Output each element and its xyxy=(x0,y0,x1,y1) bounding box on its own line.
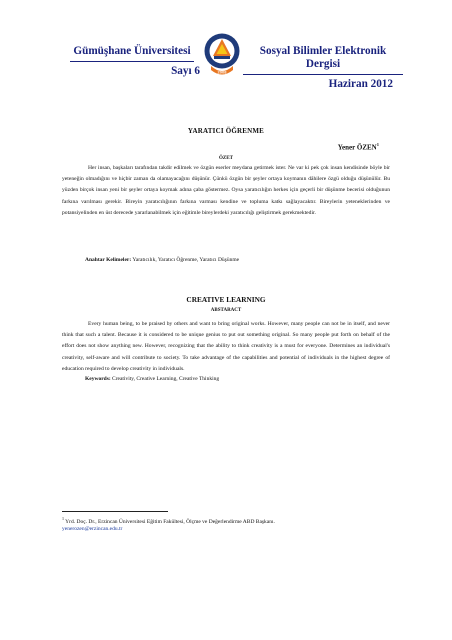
issue-number: Sayı 6 xyxy=(171,65,200,77)
author-footnote-mark: 1 xyxy=(376,142,379,147)
article-title-tr: YARATICI ÖĞRENME xyxy=(187,127,265,135)
header-right-rule xyxy=(243,74,403,75)
header-left-rule xyxy=(70,61,194,62)
keywords-tr-label: Anahtar Kelimeler: xyxy=(85,257,132,263)
abstract-heading: ABSTARACT xyxy=(210,308,242,313)
header-left xyxy=(62,45,202,78)
issue-date: Haziran 2012 xyxy=(328,78,393,90)
footnote-mark: 1 xyxy=(62,516,64,521)
keywords-en-label: Keywords: xyxy=(85,376,111,382)
abstract-text: Every human being, to be praised by others and want to bring original works. However, many people can not be in itself, and never think that such a talent. Because it is considered to be unique genius to put out something original. So many people put forth on behalf of the effort does not show anything new. However, recognizing that the ability to think creativity is a must for everyone. Determines an individual's creativity, self-aware and will contribute to society. To take advantage of the capabilities and potential of individuals in the highest degree of education required to develop creativity in individuals. xyxy=(62,321,390,372)
ozet-heading: ÖZET xyxy=(219,156,233,161)
journal-university: Gümüşhane Üniversitesi xyxy=(73,45,191,57)
header-right xyxy=(243,45,403,91)
article-title-en: CREATIVE LEARNING xyxy=(186,295,266,304)
footnote-rule xyxy=(62,511,168,512)
ozet-paragraph xyxy=(62,163,390,219)
author-name xyxy=(338,142,379,151)
keywords-tr-values: Yaratıcılık, Yaratıcı Öğrenme, Yaratıcı Düşünme xyxy=(132,257,240,263)
author-email-link[interactable]: yenerozen@erzincan.edu.tr xyxy=(62,526,123,533)
keywords-en-values: Creativity, Creative Learning, Creative Thinking xyxy=(112,376,220,382)
footnote-text: Yrd. Doç. Dr., Erzincan Üniversitesi Eğitim Fakültesi, Ölçme ve Değerlendirme ABD Başkanı. xyxy=(65,518,275,525)
keywords-en xyxy=(85,375,385,384)
university-logo xyxy=(203,32,241,78)
journal-field: Sosyal Bilimler Elektronik Dergisi xyxy=(259,45,387,70)
footnote xyxy=(62,515,275,534)
ozet-text: Her insan, başkaları tarafından takdir edilmek ve özgün eserler meydana getirmek ister. Ne var ki pek çok insan kendisinde böyle bir yeteneğin olmadığını ve hiçbir zaman da olamayacağını düşünür. Çünkü özgün bir şeyler ortaya koymanın dâhilere özgü olduğu düşünülür. Bu yüzden birçok insan yeni bir şeyler ortaya koymak adına çaba göstermez. Oysa yaratıcılığın herkes için geçerli bir düşünme becerisi olduğunun farkına varılması gerekir. Bireyin yaratıcılığının farkına varması kendine ve topluma katkı sağlayacaktır. Bireylerin yeteneklerinden ve potansiyelinden en üst derecede yararlanabilmek için eğitimle bireylerdeki yaratıcılığı geliştirmek gerekmektedir. xyxy=(62,165,390,216)
keywords-tr xyxy=(85,256,385,265)
author-name-text: Yener ÖZEN xyxy=(337,143,377,152)
logo-year: 2008 xyxy=(217,69,227,75)
abstract-paragraph xyxy=(62,319,390,375)
